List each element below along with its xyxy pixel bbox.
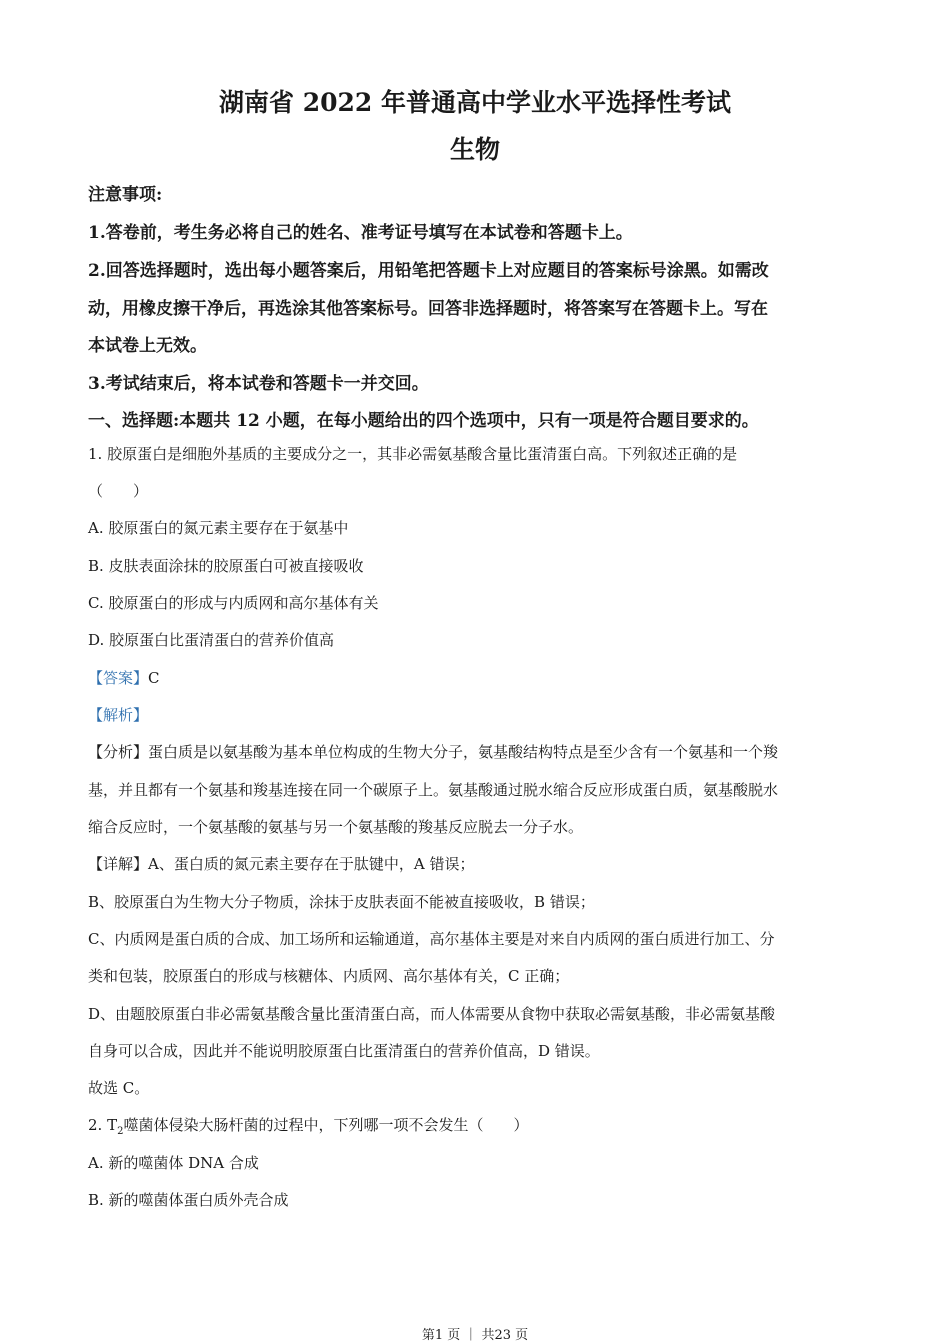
fenxi-line-3: 缩合反应时，一个氨基酸的氨基与另一个氨基酸的羧基反应脱去一分子水。 bbox=[88, 818, 584, 836]
xiangjie-text-a: A、蛋白质的氮元素主要存在于肽键中，A 错误； bbox=[148, 855, 475, 873]
q2-option-a: A. 新的噬菌体 DNA 合成 bbox=[88, 1154, 259, 1172]
q2-stem bbox=[88, 1114, 863, 1137]
q2-stem-post: 噬菌体侵染大肠杆菌的过程中，下列哪一项不会发生（ ） bbox=[123, 1116, 529, 1134]
xiangjie-tag: 【详解】 bbox=[88, 855, 149, 873]
fenxi-line-1 bbox=[88, 741, 863, 762]
xiangjie-line-d1: D、由题胶原蛋白非必需氨基酸含量比蛋清蛋白高，而人体需要从食物中获取必需氨基酸，非必需氨基酸 bbox=[88, 1005, 776, 1023]
q1-option-a: A. 胶原蛋白的氮元素主要存在于氨基中 bbox=[88, 519, 349, 537]
q1-option-b: B. 皮肤表面涂抹的胶原蛋白可被直接吸收 bbox=[88, 557, 364, 575]
q2-option-b: B. 新的噬菌体蛋白质外壳合成 bbox=[88, 1191, 289, 1209]
q2-stem-sub: 2 bbox=[117, 1126, 124, 1137]
exam-title: 湖南省 2022 年普通高中学业水平选择性考试 bbox=[219, 88, 731, 117]
notes-heading: 注意事项: bbox=[88, 185, 163, 205]
q2-stem-pre: 2. T bbox=[88, 1116, 118, 1134]
answer-value: C bbox=[148, 669, 160, 687]
xiangjie-line-d2: 自身可以合成，因此并不能说明胶原蛋白比蛋清蛋白的营养价值高，D 错误。 bbox=[88, 1042, 600, 1060]
q1-option-c: C. 胶原蛋白的形成与内质网和高尔基体有关 bbox=[88, 594, 379, 612]
page-footer: 第1 页 ｜ 共23 页 bbox=[421, 1328, 529, 1343]
note-1: 1.答卷前，考生务必将自己的姓名、准考证号填写在本试卷和答题卡上。 bbox=[88, 223, 633, 243]
fenxi-tag: 【分析】 bbox=[88, 743, 149, 761]
xiangjie-line-b: B、胶原蛋白为生物大分子物质，涂抹于皮肤表面不能被直接吸收，B 错误； bbox=[88, 893, 595, 911]
answer-tag: 【答案】 bbox=[88, 669, 149, 687]
xiangjie-line-c1: C、内质网是蛋白质的合成、加工场所和运输通道，高尔基体主要是对来自内质网的蛋白质进行加工、分 bbox=[88, 930, 775, 948]
q1-option-d: D. 胶原蛋白比蛋清蛋白的营养价值高 bbox=[88, 631, 335, 649]
q1-answer-paren: （ ） bbox=[88, 482, 149, 500]
note-2-line-1: 2.回答选择题时，选出每小题答案后，用铅笔把答题卡上对应题目的答案标号涂黑。如需改 bbox=[88, 261, 769, 281]
q1-answer-line bbox=[88, 667, 863, 688]
xiangjie-line-c2: 类和包装，胶原蛋白的形成与核糖体、内质网、高尔基体有关，C 正确； bbox=[88, 967, 570, 985]
fenxi-line-2: 基，并且都有一个氨基和羧基连接在同一个碳原子上。氨基酸通过脱水缩合反应形成蛋白质，氨基酸脱水 bbox=[88, 781, 779, 799]
q1-conclusion: 故选 C。 bbox=[88, 1079, 150, 1097]
subject-title: 生物 bbox=[449, 135, 500, 164]
note-2-line-3: 本试卷上无效。 bbox=[88, 336, 207, 356]
q1-stem: 1. 胶原蛋白是细胞外基质的主要成分之一，其非必需氨基酸含量比蛋清蛋白高。下列叙述正确的是 bbox=[88, 445, 738, 463]
section-1-heading: 一、选择题:本题共 12 小题，在每小题给出的四个选项中，只有一项是符合题目要求的。 bbox=[88, 411, 759, 431]
note-3: 3.考试结束后，将本试卷和答题卡一并交回。 bbox=[88, 374, 429, 394]
xiangjie-line-a bbox=[88, 853, 863, 874]
analysis-tag: 【解析】 bbox=[88, 706, 149, 724]
fenxi-text-1: 蛋白质是以氨基酸为基本单位构成的生物大分子，氨基酸结构特点是至少含有一个氨基和一个羧 bbox=[148, 743, 779, 761]
note-2-line-2: 动，用橡皮擦干净后，再选涂其他答案标号。回答非选择题时，将答案写在答题卡上。写在 bbox=[88, 299, 768, 319]
